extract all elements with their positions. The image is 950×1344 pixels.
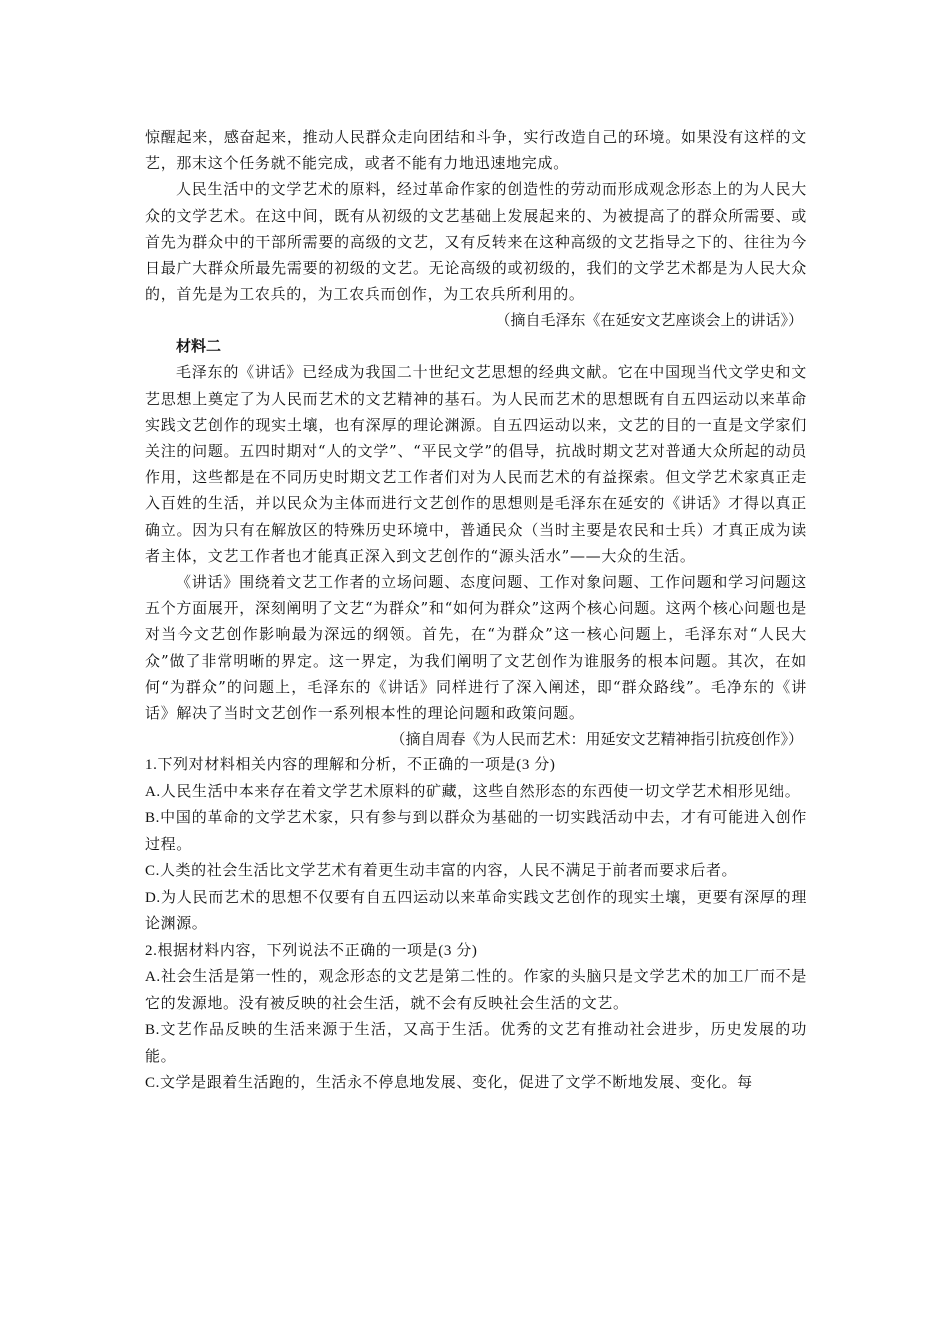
- question-2-option-a: A.社会生活是第一性的，观念形态的文艺是第二性的。作家的头脑只是文学艺术的加工厂而不是它的发源地。没有被反映的社会生活，就不会有反映社会生活的文艺。: [145, 969, 807, 1012]
- question-1-option-d: D.为人民而艺术的思想不仅要有自五四运动以来革命实践文艺创作的现实土壤，更要有深厚的理论渊源。: [145, 889, 807, 933]
- material2-source: （摘自周春《为人民而艺术：用延安文艺精神指引抗疫创作》）: [390, 730, 803, 749]
- material2-paragraph-2: 《讲话》围绕着文艺工作者的立场问题、态度问题、工作对象问题、工作问题和学习问题这五个方面展开，深刻阐明了文艺“为群众”和“如何为群众”这两个核心问题。这两个核心问题也是对当今文艺创作影响最为深远的纲领。首先，在“为群众”这一核心问题上，毛泽东对“人民大众”做了非常明晰的界定。这一界定，为我们阐明了文艺创作为谁服务的根本问题。其次，在如何“为群众”的问题上，毛泽东的《讲话》同样进行了深入阐述，即“群众路线”。毛净东的《讲话》解决了当时文艺创作一系列根本性的理论问题和政策问题。: [145, 573, 807, 723]
- question-2-option-b: B.文艺作品反映的生活来源于生活，又高于生活。优秀的文艺有推动社会进步，历史发展的功能。: [145, 1022, 807, 1065]
- question-2-stem: 2.根据材料内容，下列说法不正确的一项是(3 分): [145, 942, 478, 959]
- material2-paragraph-1: 毛泽东的《讲话》已经成为我国二十世纪文艺思想的经典文献。它在中国现当代文学史和文艺思想上奠定了为人民而艺术的文艺精神的基石。为人民而艺术的思想既有自五四运动以来革命实践文艺创作的现实土壤，也有深厚的理论渊源。自五四运动以来，文艺的目的一直是文学家们关注的问题。五四时期对“人的文学”、“平民文学”的倡导，抗战时期文艺对普通大众所起的动员作用，这些都是在不同历史时期文艺工作者们对为人民而艺术的有益探索。但文学艺术家真正走入百姓的生活，并以民众为主体而进行文艺创作的思想则是毛泽东在延安的《讲话》才得以真正确立。因为只有在解放区的特殊历史环境中，普通民众（当时主要是农民和士兵）才真正成为读者主体，文艺工作者也才能真正深入到文艺创作的“源头活水”——大众的生活。: [145, 363, 807, 565]
- exam-page: [145, 124, 807, 1097]
- material1-paragraph-continuation: 惊醒起来，感奋起来，推动人民群众走向团结和斗争，实行改造自己的环境。如果没有这样的文艺，那末这个任务就不能完成，或者不能有力地迅速地完成。: [145, 128, 807, 173]
- material1-source: （摘自毛泽东《在延安文艺座谈会上的讲话》）: [495, 311, 803, 330]
- material1-paragraph-2: 人民生活中的文学艺术的原料，经过革命作家的创造性的劳动而形成观念形态上的为人民大众的文学艺术。在这中间，既有从初级的文艺基础上发展起来的、为被提高了的群众所需要、或首先为群众中的干部所需要的高级的文艺，又有反转来在这种高级的文艺指导之下的、往往为今日最广大群众所最先需要的初级的文艺。无论高级的或初级的，我们的文学艺术都是为人民大众的，首先是为工农兵的，为工农兵而创作，为工农兵所利用的。: [145, 180, 807, 304]
- question-2-option-c: C.文学是跟着生活跑的，生活永不停息地发展、变化，促进了文学不断地发展、变化。每: [145, 1075, 753, 1092]
- material2-heading: 材料二: [176, 337, 222, 356]
- question-1-option-c: C.人类的社会生活比文学艺术有着更生动丰富的内容，人民不满足于前者而要求后者。: [145, 863, 738, 880]
- question-1-option-a: A.人民生活中本来存在着文学艺术原料的矿藏，这些自然形态的东西使一切文学艺术相形见绌。: [145, 783, 801, 800]
- question-1-stem: 1.下列对材料相关内容的理解和分析，不正确的一项是(3 分): [145, 757, 556, 774]
- question-1-option-b: B.中国的革命的文学艺术家，只有参与到以群众为基础的一切实践活动中去，才有可能进入创作过程。: [145, 810, 807, 853]
